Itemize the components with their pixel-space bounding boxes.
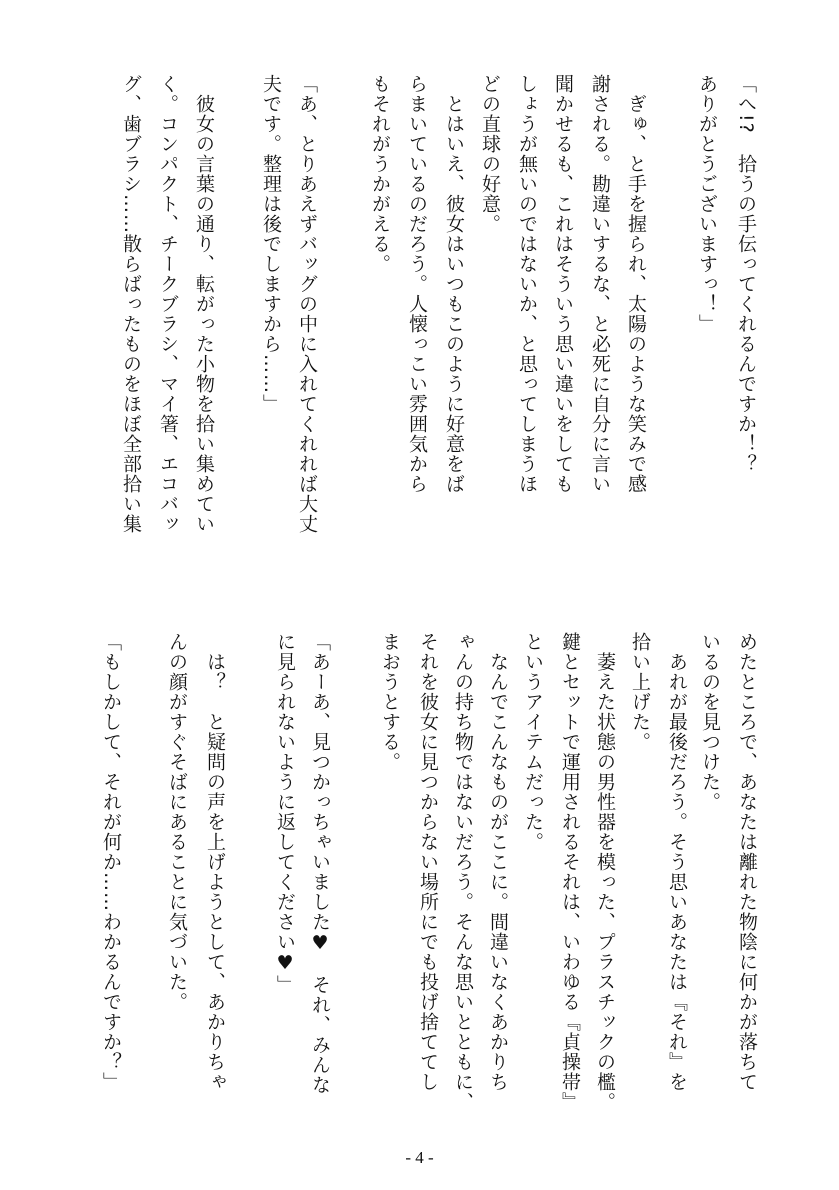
text-column: グ、歯ブラシ……散らばったものをほぼ全部拾い集: [120, 74, 142, 534]
page-number: - 4 -: [405, 1148, 434, 1167]
text-column: 「あ、とりあえずバッグの中に入れてくれれば大丈: [296, 74, 318, 534]
text-column: んの顔がすぐそばにあることに気づいた。: [166, 632, 188, 1012]
text-column: 謝される。勘違いするな、と必死に自分に言い: [589, 74, 611, 494]
text-column: それを彼女に見つからない場所にでも投げ捨ててし: [417, 632, 439, 1092]
text-column: ありがとうございますっ！」: [696, 74, 718, 334]
text-column: 夫です。整理は後でしますから……」: [260, 74, 282, 414]
text-column: 聞かせるも、これはそういう思い違いをしても: [552, 74, 574, 494]
text-column: なんでこんなものがここに。間違いなくあかりち: [487, 632, 509, 1092]
text-column: らまいているのだろう。人懐っこい雰囲気から: [406, 74, 428, 494]
text-column: は？ と疑問の声を上げようとして、あかりちゃ: [204, 632, 226, 1092]
text-column: 「へ!? 拾うの手伝ってくれるんですか！？: [735, 74, 757, 474]
text-column: 「もしかして、それが何か……わかるんですか？」: [100, 632, 122, 1092]
text-column: いるのを見つけた。: [699, 632, 721, 812]
text-column: 拾い上げた。: [629, 632, 651, 752]
text-column: 萎えた状態の男性器を模った、プラスチックの檻。: [594, 632, 616, 1112]
text-column: ぎゅ、と手を握られ、太陽のような笑みで感: [625, 74, 647, 494]
text-column: に見られないように返してください♥」: [274, 632, 296, 995]
text-column: 「あーあ、見つかっちゃいました♥ それ、みんな: [309, 632, 331, 1095]
text-column: というアイテムだった。: [522, 632, 544, 852]
text-column: く。コンパクト、チークブラシ、マイ箸、エコバッ: [157, 74, 179, 534]
text-column: まおうとする。: [379, 632, 401, 772]
text-column: もそれがうかがえる。: [369, 74, 391, 274]
text-column: 彼女の言葉の通り、転がった小物を拾い集めてい: [193, 74, 215, 534]
text-column: しょうが無いのではないか、と思ってしまうほ: [516, 74, 538, 494]
text-column: ゃんの持ち物ではないだろう。そんな思いとともに、: [452, 632, 474, 1112]
text-column: あれが最後だろう。そう思いあなたは『それ』を: [666, 632, 688, 1092]
text-column: とはいえ、彼女はいつもこのように好意をば: [443, 74, 465, 494]
text-column: めたところで、あなたは離れた物陰に何かが落ちて: [736, 632, 758, 1092]
text-column: どの直球の好意。: [479, 74, 501, 234]
text-column: 鍵とセットで運用されるそれは、いわゆる『貞操帯』: [559, 632, 581, 1112]
